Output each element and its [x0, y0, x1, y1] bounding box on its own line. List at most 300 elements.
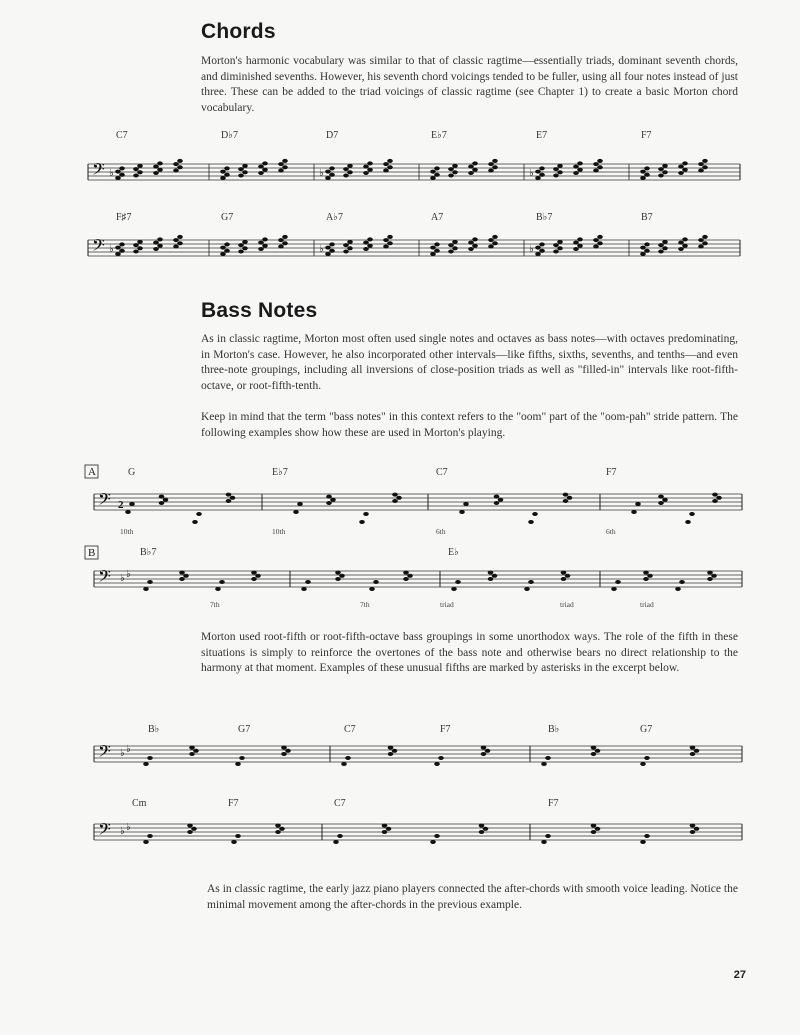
- notehead: [343, 243, 349, 247]
- bass-notes-heading: Bass Notes: [201, 299, 318, 322]
- notehead: [434, 762, 440, 766]
- notehead: [262, 161, 268, 165]
- chord-symbol: F♯7: [116, 212, 132, 223]
- notehead: [153, 241, 159, 245]
- notehead: [557, 246, 563, 250]
- notehead: [173, 169, 179, 173]
- notehead: [694, 827, 700, 831]
- notehead: [468, 171, 474, 175]
- notehead: [251, 571, 257, 575]
- notehead: [363, 512, 369, 516]
- notehead: [557, 164, 563, 168]
- notehead: [345, 756, 351, 760]
- notehead: [133, 243, 139, 247]
- notehead: [539, 166, 545, 170]
- notehead: [224, 242, 230, 246]
- notehead: [535, 170, 541, 174]
- notehead: [115, 246, 121, 250]
- notehead: [387, 235, 393, 239]
- notehead: [337, 834, 343, 838]
- notehead: [115, 252, 121, 256]
- notehead: [535, 176, 541, 180]
- notehead: [640, 252, 646, 256]
- notehead: [373, 580, 379, 584]
- notehead: [707, 577, 713, 581]
- notehead: [220, 246, 226, 250]
- notehead: [278, 162, 284, 166]
- notehead: [679, 580, 685, 584]
- notehead: [593, 238, 599, 242]
- bass-notes-paragraph-1: As in classic ragtime, Morton most often used single notes and octaves as bass notes—with octaves predominating, in Morton's case. However, he also incorporated other intervals—like fifths, sixths, sevenths, and tenths—and even three-note groupings, including all inversions of close-position triads as well as "filled-in" intervals like root-fifth-octave, or root-fifth-tenth.: [201, 333, 738, 392]
- notehead: [644, 249, 650, 253]
- notehead: [325, 252, 331, 256]
- chord-symbol: C7: [344, 724, 356, 735]
- notehead: [157, 161, 163, 165]
- notehead: [282, 241, 288, 245]
- notehead: [388, 752, 394, 756]
- notehead: [430, 246, 436, 250]
- notehead: [179, 577, 185, 581]
- notehead: [539, 242, 545, 246]
- notehead: [678, 241, 684, 245]
- notehead: [658, 495, 664, 499]
- notehead: [561, 577, 567, 581]
- notehead: [707, 571, 713, 575]
- notehead: [479, 824, 485, 828]
- notehead: [563, 493, 569, 497]
- chord-symbol: F7: [548, 798, 559, 809]
- notehead: [448, 167, 454, 171]
- notehead: [382, 830, 388, 834]
- notehead: [577, 244, 583, 248]
- notehead: [468, 165, 474, 169]
- page-number: 27: [733, 969, 746, 981]
- notehead: [347, 170, 353, 174]
- notehead: [573, 171, 579, 175]
- notehead: [640, 246, 646, 250]
- notehead: [341, 762, 347, 766]
- notehead: [343, 174, 349, 178]
- chord-symbol: B♭7: [140, 547, 157, 558]
- notehead: [541, 762, 547, 766]
- notehead: [662, 246, 668, 250]
- notehead: [689, 512, 695, 516]
- notehead: [535, 252, 541, 256]
- flat-icon: ♭: [109, 168, 114, 179]
- flat-icon: ♭: [109, 244, 114, 255]
- notehead: [565, 574, 571, 578]
- interval-label: triad: [560, 600, 574, 609]
- interval-label: 10th: [272, 527, 286, 536]
- notehead: [593, 169, 599, 173]
- notehead: [647, 574, 653, 578]
- notehead: [220, 252, 226, 256]
- notehead: [488, 571, 494, 575]
- notehead: [682, 237, 688, 241]
- notehead: [712, 499, 718, 503]
- notehead: [367, 168, 373, 172]
- notehead: [137, 246, 143, 250]
- notehead: [644, 242, 650, 246]
- notehead: [392, 493, 398, 497]
- chord-symbol: E♭7: [272, 467, 288, 478]
- notehead: [532, 512, 538, 516]
- notehead: [115, 176, 121, 180]
- notehead: [242, 240, 248, 244]
- notehead: [133, 167, 139, 171]
- notehead: [682, 161, 688, 165]
- notehead: [593, 162, 599, 166]
- notehead: [498, 498, 504, 502]
- notehead: [678, 165, 684, 169]
- notehead: [326, 495, 332, 499]
- notehead: [591, 830, 597, 834]
- notehead: [363, 165, 369, 169]
- notehead: [179, 571, 185, 575]
- notehead: [662, 164, 668, 168]
- notehead: [434, 834, 440, 838]
- notehead: [468, 241, 474, 245]
- notehead: [557, 170, 563, 174]
- notehead: [258, 247, 264, 251]
- notehead: [279, 827, 285, 831]
- notehead: [226, 493, 232, 497]
- notehead: [711, 574, 717, 578]
- notehead: [153, 165, 159, 169]
- notehead: [293, 510, 299, 514]
- notehead: [143, 587, 149, 591]
- notehead: [553, 167, 559, 171]
- notehead: [488, 162, 494, 166]
- notehead: [430, 176, 436, 180]
- notehead: [133, 174, 139, 178]
- notehead: [220, 170, 226, 174]
- notehead: [226, 499, 232, 503]
- notehead: [563, 499, 569, 503]
- chord-voicings-staff-2: [0, 210, 800, 280]
- notehead: [640, 840, 646, 844]
- notehead: [329, 166, 335, 170]
- notehead: [485, 749, 491, 753]
- notehead: [448, 174, 454, 178]
- example-a-staff: [0, 460, 800, 540]
- notehead: [275, 830, 281, 834]
- notehead: [133, 250, 139, 254]
- notehead: [367, 244, 373, 248]
- notehead: [682, 168, 688, 172]
- notehead: [326, 501, 332, 505]
- notehead: [329, 173, 335, 177]
- notehead: [392, 499, 398, 503]
- notehead: [119, 249, 125, 253]
- notehead: [224, 166, 230, 170]
- notehead: [463, 502, 469, 506]
- notehead: [675, 587, 681, 591]
- flat-icon: ♭: [126, 569, 131, 580]
- notehead: [430, 252, 436, 256]
- notehead: [347, 246, 353, 250]
- notehead: [173, 162, 179, 166]
- example-box-label: B: [88, 547, 96, 559]
- notehead: [702, 241, 708, 245]
- notehead: [275, 824, 281, 828]
- notehead: [147, 834, 153, 838]
- notehead: [595, 827, 601, 831]
- notehead: [359, 520, 365, 524]
- notehead: [235, 762, 241, 766]
- notehead: [573, 165, 579, 169]
- flat-icon: ♭: [529, 244, 534, 255]
- example-b-staff: [0, 541, 800, 616]
- notehead: [330, 498, 336, 502]
- notehead: [278, 238, 284, 242]
- notehead: [434, 173, 440, 177]
- time-signature: 2: [118, 499, 124, 511]
- chord-symbol: D♭7: [221, 130, 238, 141]
- chord-symbol: A♭7: [326, 212, 343, 223]
- notehead: [193, 749, 199, 753]
- interval-label: 6th: [436, 527, 446, 536]
- notehead: [434, 249, 440, 253]
- bass-clef-icon: 𝄢: [98, 566, 111, 590]
- notehead: [115, 170, 121, 174]
- notehead: [177, 165, 183, 169]
- notehead: [325, 246, 331, 250]
- notehead: [159, 501, 165, 505]
- notehead: [452, 246, 458, 250]
- notehead: [553, 174, 559, 178]
- notehead: [644, 166, 650, 170]
- notehead: [281, 746, 287, 750]
- notehead: [702, 165, 708, 169]
- chord-symbol: E♭7: [431, 130, 447, 141]
- notehead: [192, 520, 198, 524]
- chord-symbol: C7: [116, 130, 128, 141]
- notehead: [129, 502, 135, 506]
- chord-symbol: F7: [440, 724, 451, 735]
- notehead: [595, 749, 601, 753]
- notehead: [662, 170, 668, 174]
- notehead: [492, 235, 498, 239]
- notehead: [597, 159, 603, 163]
- notehead: [658, 243, 664, 247]
- notehead: [301, 587, 307, 591]
- notehead: [553, 243, 559, 247]
- notehead: [281, 752, 287, 756]
- chord-symbol: F7: [641, 130, 652, 141]
- notehead: [137, 164, 143, 168]
- chord-symbol: B♭: [548, 724, 560, 735]
- notehead: [383, 162, 389, 166]
- notehead: [282, 165, 288, 169]
- notehead: [658, 250, 664, 254]
- notehead: [597, 165, 603, 169]
- notehead: [137, 240, 143, 244]
- notehead: [452, 240, 458, 244]
- notehead: [430, 170, 436, 174]
- notehead: [369, 587, 375, 591]
- notehead: [367, 161, 373, 165]
- notehead: [383, 245, 389, 249]
- flat-icon: ♭: [126, 822, 131, 833]
- notehead: [183, 574, 189, 578]
- notehead: [712, 493, 718, 497]
- notehead: [694, 749, 700, 753]
- notehead: [448, 250, 454, 254]
- notehead: [698, 169, 704, 173]
- notehead: [367, 237, 373, 241]
- notehead: [430, 840, 436, 844]
- notehead: [448, 243, 454, 247]
- chords-paragraph: Morton's harmonic vocabulary was similar to that of classic ragtime—essentially triads, dominant seventh chords, and diminished sevenths. However, his seventh chord voicings tended to be fuller, using all four notes instead of just three. These can be added to the triad voicings of classic ragtime (see Chapter 1) to create a basic Morton chord vocabulary.: [201, 55, 738, 114]
- notehead: [488, 238, 494, 242]
- notehead: [472, 244, 478, 248]
- notehead: [541, 840, 547, 844]
- notehead: [539, 249, 545, 253]
- interval-label: 6th: [606, 527, 616, 536]
- notehead: [173, 245, 179, 249]
- notehead: [157, 168, 163, 172]
- notehead: [662, 498, 668, 502]
- notehead: [262, 244, 268, 248]
- notehead: [472, 161, 478, 165]
- notehead: [238, 167, 244, 171]
- notehead: [658, 501, 664, 505]
- notehead: [383, 169, 389, 173]
- interval-label: triad: [640, 600, 654, 609]
- notehead: [545, 756, 551, 760]
- notehead: [479, 830, 485, 834]
- excerpt-staff-1: [0, 718, 800, 788]
- notehead: [573, 247, 579, 251]
- notehead: [219, 580, 225, 584]
- notehead: [382, 824, 388, 828]
- chord-symbol: C7: [436, 467, 448, 478]
- interval-label: triad: [440, 600, 454, 609]
- notehead: [615, 580, 621, 584]
- notehead: [468, 247, 474, 251]
- notehead: [690, 752, 696, 756]
- notehead: [702, 235, 708, 239]
- notehead: [224, 249, 230, 253]
- notehead: [678, 247, 684, 251]
- notehead: [682, 244, 688, 248]
- notehead: [196, 512, 202, 516]
- notehead: [488, 577, 494, 581]
- notehead: [557, 240, 563, 244]
- notehead: [347, 164, 353, 168]
- notehead: [220, 176, 226, 180]
- notehead: [643, 571, 649, 575]
- notehead: [403, 571, 409, 575]
- notehead: [343, 167, 349, 171]
- notehead: [640, 762, 646, 766]
- excerpt-staff-2: [0, 792, 800, 872]
- notehead: [159, 495, 165, 499]
- interval-label: 7th: [360, 600, 370, 609]
- notehead: [494, 501, 500, 505]
- notehead: [278, 245, 284, 249]
- notehead: [539, 173, 545, 177]
- notehead: [452, 170, 458, 174]
- flat-icon: ♭: [120, 573, 125, 584]
- notehead: [492, 241, 498, 245]
- interval-label: 7th: [210, 600, 220, 609]
- bass-notes-paragraph-3: Morton used root-fifth or root-fifth-octave bass groupings in some unorthodox ways. The role of the fifth in these situations is simply to reinforce the overtones of the bass note and otherwise bears no direct relationship to the harmony at that moment. Examples of these unusual fifths are marked by asterisks in the excerpt below.: [201, 631, 738, 674]
- notehead: [678, 171, 684, 175]
- notehead: [472, 237, 478, 241]
- notehead: [644, 834, 650, 838]
- notehead: [577, 161, 583, 165]
- chord-symbol: B7: [641, 212, 653, 223]
- interval-label: 10th: [120, 527, 134, 536]
- notehead: [258, 241, 264, 245]
- notehead: [643, 577, 649, 581]
- notehead: [573, 241, 579, 245]
- notehead: [239, 756, 245, 760]
- notehead: [325, 176, 331, 180]
- chord-symbol: G: [128, 467, 136, 478]
- notehead: [483, 827, 489, 831]
- bass-clef-icon: 𝄢: [98, 741, 111, 765]
- notehead: [119, 173, 125, 177]
- notehead: [553, 250, 559, 254]
- notehead: [238, 243, 244, 247]
- notehead: [716, 496, 722, 500]
- notehead: [459, 510, 465, 514]
- notehead: [407, 574, 413, 578]
- chord-symbol: E♭: [448, 547, 459, 558]
- notehead: [492, 165, 498, 169]
- notehead: [528, 520, 534, 524]
- notehead: [640, 176, 646, 180]
- notehead: [238, 174, 244, 178]
- chord-symbol: B♭7: [536, 212, 553, 223]
- notehead: [488, 245, 494, 249]
- notehead: [481, 746, 487, 750]
- chord-symbol: E7: [536, 130, 548, 141]
- notehead: [187, 830, 193, 834]
- notehead: [297, 502, 303, 506]
- notehead: [690, 746, 696, 750]
- bass-clef-icon: 𝄢: [98, 489, 111, 513]
- notehead: [662, 240, 668, 244]
- notehead: [451, 587, 457, 591]
- notehead: [325, 170, 331, 174]
- notehead: [472, 168, 478, 172]
- notehead: [644, 756, 650, 760]
- bass-clef-icon: 𝄢: [92, 159, 105, 183]
- notehead: [329, 242, 335, 246]
- chord-symbol: G7: [221, 212, 234, 223]
- notehead: [591, 752, 597, 756]
- notehead: [690, 824, 696, 828]
- notehead: [698, 162, 704, 166]
- notehead: [335, 571, 341, 575]
- bass-clef-icon: 𝄢: [92, 235, 105, 259]
- notehead: [177, 159, 183, 163]
- notehead: [438, 756, 444, 760]
- notehead: [242, 170, 248, 174]
- notehead: [388, 746, 394, 750]
- notehead: [255, 574, 261, 578]
- example-box-label: A: [88, 466, 96, 478]
- notehead: [561, 571, 567, 575]
- notehead: [157, 237, 163, 241]
- notehead: [577, 168, 583, 172]
- chord-symbol: Cm: [132, 798, 147, 809]
- notehead: [434, 166, 440, 170]
